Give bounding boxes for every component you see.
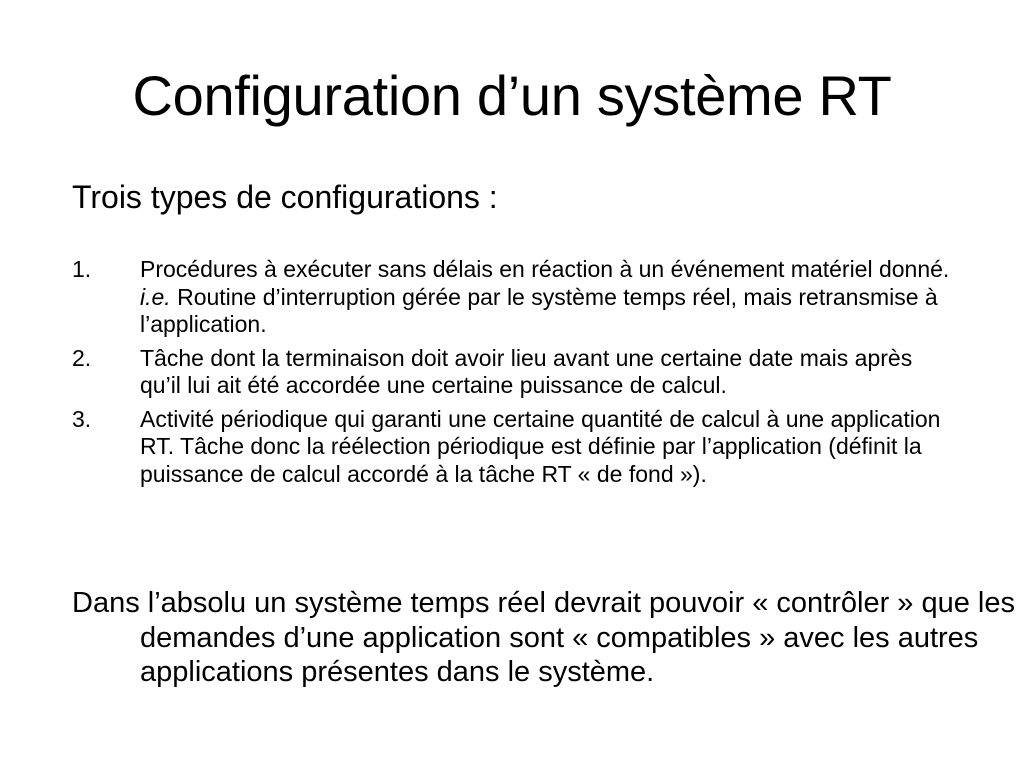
list-item-text-part: Tâche dont la terminaison doit avoir lieu avant une certaine date mais après qu’il lui ait été accordée une certaine puissance de calcul.	[140, 344, 913, 398]
list-item-number: 2.	[72, 344, 92, 371]
closing-text: Dans l’absolu un système temps réel devrait pouvoir « contrôler » que les demandes d’une application sont « compatibles » avec les autres applications présentes dans le système.	[72, 587, 1015, 688]
list-item-text-part: Procédures à exécuter sans délais en réaction à un événement matériel donné.	[140, 256, 950, 282]
intro-text: Trois types de configurations :	[72, 179, 498, 215]
list-item-emphasis: i.e.	[140, 283, 171, 310]
list-item	[72, 345, 952, 400]
configuration-list	[72, 256, 952, 494]
slide-title: Configuration d’un système RT	[132, 64, 892, 127]
list-item	[72, 406, 952, 489]
list-item-text	[140, 256, 949, 337]
list-item	[72, 256, 952, 339]
list-item-text	[140, 345, 912, 399]
list-item-text	[140, 406, 940, 487]
list-item-number: 1.	[72, 256, 92, 282]
list-item-text-part: Routine d’interruption gérée par le système temps réel, mais retransmise à l’application.	[140, 283, 938, 337]
list-item-number: 3.	[72, 405, 92, 432]
list-item-text-part: Activité périodique qui garanti une certaine quantité de calcul à une application RT. Tâche donc la réélection périodique est définie par l’application (définit la puissance de calcul accordé à la tâche RT « de fond »).	[140, 405, 941, 487]
